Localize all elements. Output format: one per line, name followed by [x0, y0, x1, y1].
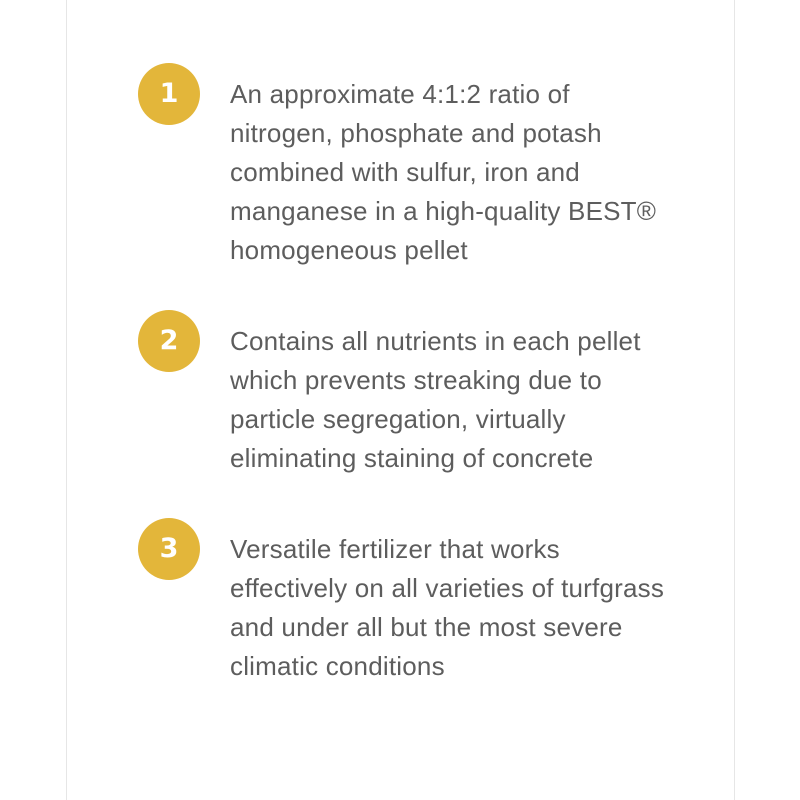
number-badge: 1 — [138, 63, 200, 125]
feature-text: Versatile fertilizer that works effectively on all varieties of turfgrass and under all but the most severe climatic conditions — [230, 534, 665, 681]
number-badge: 3 — [138, 518, 200, 580]
feature-text: An approximate 4:1:2 ratio of nitrogen, phosphate and potash combined with sulfur, iron and manganese in a high-quality BEST® homogeneous pellet — [230, 79, 657, 265]
feature-text: Contains all nutrients in each pellet which prevents streaking due to particle segregation, virtually eliminating staining of concrete — [230, 326, 641, 473]
number-badge: 2 — [138, 310, 200, 372]
